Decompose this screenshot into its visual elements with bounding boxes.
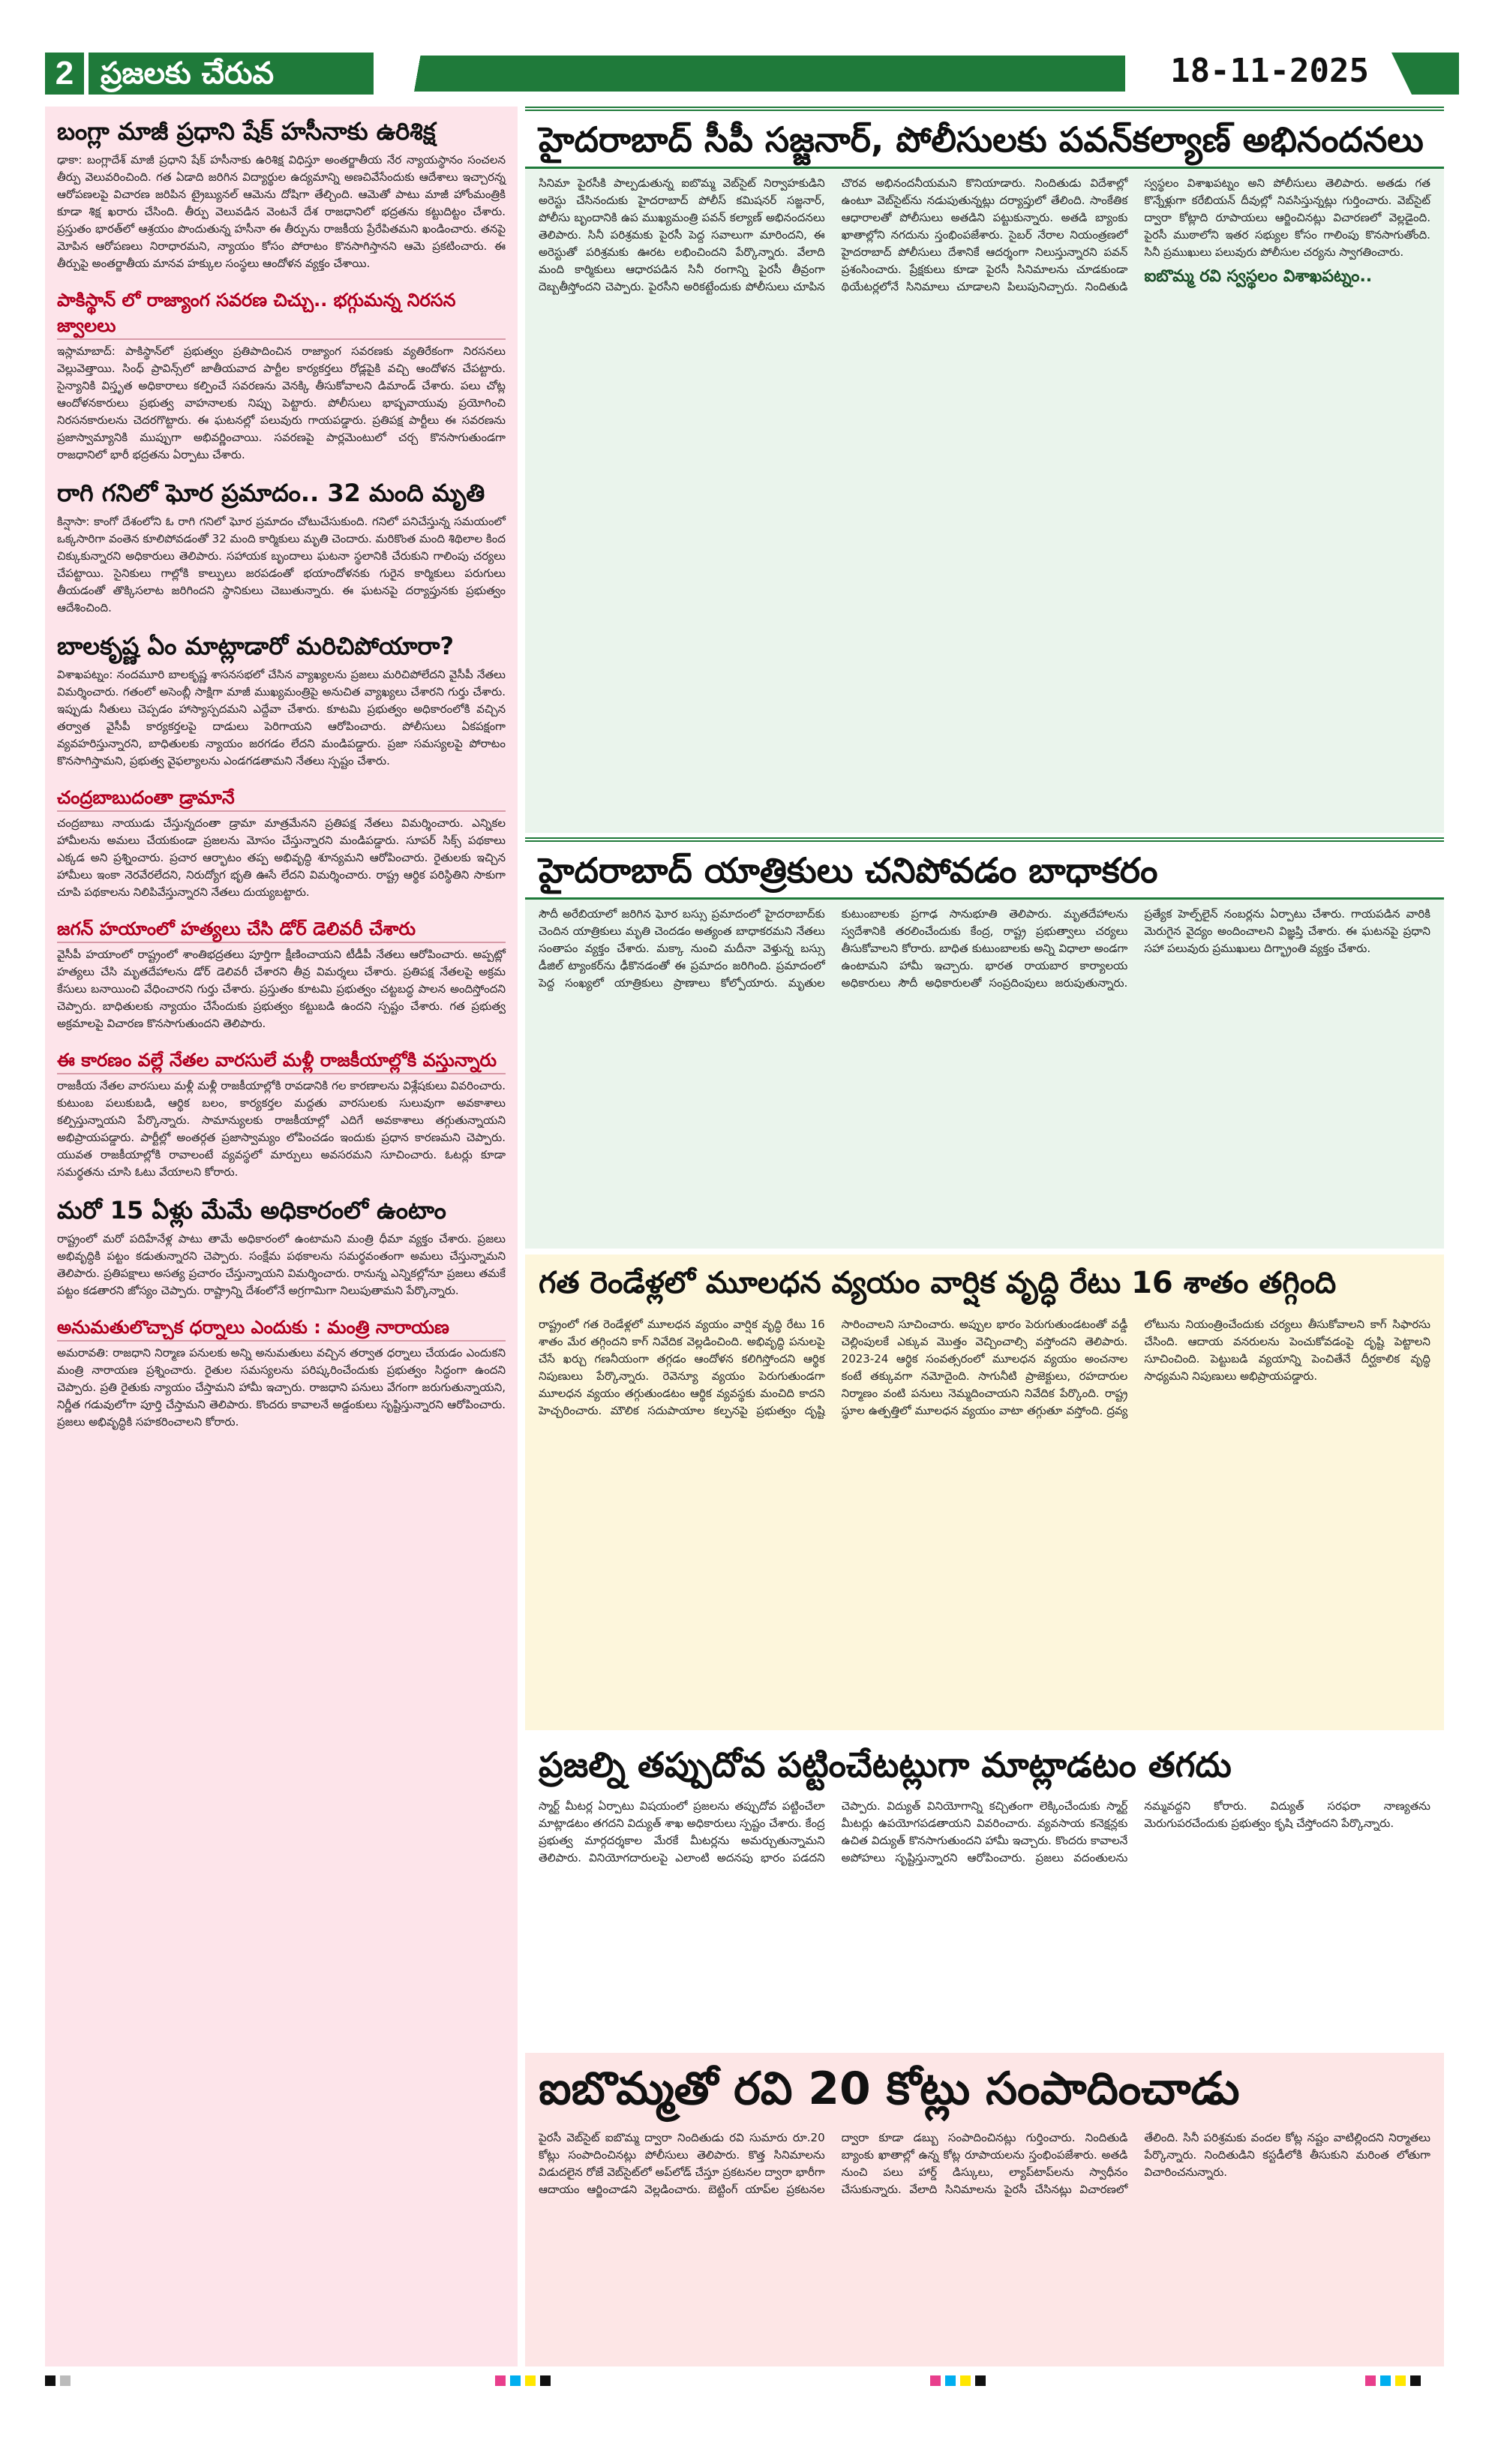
story-body: స్మార్ట్ మీటర్ల ఏర్పాటు విషయంలో ప్రజలను తప్పుదోవ పట్టించేలా మాట్లాడటం తగదని విద్యుత్ శాఖ అధికారులు స్పష్టం చేశారు. కేంద్ర ప్రభుత్వ మార్గదర్శకాల మేరకే మీటర్లను అమర్చుతున్నామని తెలిపారు. వినియోగదారులపై ఎలాంటి అదనపు భారం పడదని చెప్పారు. విద్యుత్ వినియోగాన్ని కచ్చితంగా లెక్కించేందుకు స్మార్ట్ మీటర్లు ఉపయోగపడతాయని వివరించారు. వ్యవసాయ కనెక్షన్లకు ఉచిత విద్యుత్ కొనసాగుతుందని హామీ ఇచ్చారు. కొందరు కావాలనే అపోహలు సృష్టిస్తున్నారని ఆరోపించారు. ప్రజలు వదంతులను నమ్మవద్దని కోరారు. విద్యుత్ సరఫరా నాణ్యతను మెరుగుపరచేందుకు ప్రభుత్వం కృషి చేస్తోందని పేర్కొన్నారు. bbox=[539, 1799, 1430, 1865]
story-columns bbox=[525, 2123, 1444, 2204]
registration-mark bbox=[945, 2375, 956, 2386]
story-headline: జగన్ హయాంలో హత్యలు చేసి డోర్ డెలివరీ చేశారు bbox=[57, 916, 506, 943]
story-headline: హైదరాబాద్ సీపీ సజ్జనార్, పోలీసులకు పవన్‌కల్యాణ్ అభినందనలు bbox=[539, 119, 1424, 160]
story-headline: చంద్రబాబుదంతా డ్రామానే bbox=[57, 785, 506, 812]
news-story bbox=[45, 1037, 518, 1185]
story-columns bbox=[525, 1310, 1444, 1426]
story-body: సౌదీ అరేబియాలో జరిగిన ఘోర బస్సు ప్రమాదంలో హైదరాబాద్‌కు చెందిన యాత్రికులు మృతి చెందడం అత్యంత బాధాకరమని నేతలు సంతాపం వ్యక్తం చేశారు. మక్కా నుంచి మదీనా వెళ్తున్న బస్సు డీజిల్ ట్యాంకర్‌ను ఢీకొనడంతో ఈ ప్రమాదం జరిగింది. ప్రమాదంలో పెద్ద సంఖ్యలో యాత్రికులు ప్రాణాలు కోల్పోయారు. మృతుల కుటుంబాలకు ప్రగాఢ సానుభూతి తెలిపారు. మృతదేహాలను స్వదేశానికి తరలించేందుకు కేంద్ర, రాష్ట్ర ప్రభుత్వాలు చర్యలు తీసుకోవాలని కోరారు. బాధిత కుటుంబాలకు అన్ని విధాలా అండగా ఉంటామని హామీ ఇచ్చారు. భారత రాయబార కార్యాలయ అధికారులు సౌదీ అధికారులతో సంప్రదింపులు జరుపుతున్నారు. ప్రత్యేక హెల్ప్‌లైన్ నంబర్లను ఏర్పాటు చేశారు. గాయపడిన వారికి మెరుగైన వైద్యం అందించాలని విజ్ఞప్తి చేశారు. ఈ ఘటనపై ప్రధాని సహా పలువురు ప్రముఖులు దిగ్భ్రాంతి వ్యక్తం చేశారు. bbox=[539, 907, 1430, 990]
story-columns bbox=[525, 1792, 1444, 1873]
story-headline: హైదరాబాద్ యాత్రికులు చనిపోవడం బాధాకరం bbox=[539, 850, 1158, 891]
registration-mark bbox=[1365, 2375, 1376, 2386]
masthead-stripe bbox=[375, 56, 1125, 92]
news-story bbox=[45, 107, 518, 277]
news-story bbox=[45, 468, 518, 621]
registration-mark bbox=[975, 2375, 986, 2386]
story-headline: రాగి గనిలో ఘోర ప్రమాదం.. 32 మంది మృతి bbox=[57, 479, 485, 507]
registration-mark bbox=[60, 2375, 71, 2386]
story-headline: ఐబొమ్మతో రవి 20 కోట్లు సంపాదించాడు bbox=[539, 2063, 1240, 2115]
page-number: 2 bbox=[45, 53, 84, 95]
registration-mark bbox=[495, 2375, 506, 2386]
registration-mark bbox=[1380, 2375, 1391, 2386]
headline-bar bbox=[525, 837, 1444, 900]
masthead bbox=[45, 47, 1459, 96]
registration-mark bbox=[930, 2375, 941, 2386]
registration-mark bbox=[540, 2375, 551, 2386]
story-headline: బంగ్లా మాజీ ప్రధాని షేక్ హసీనాకు ఉరిశిక్ష bbox=[57, 117, 436, 146]
story-body: విశాఖపట్నం: నందమూరి బాలకృష్ణ శాసనసభలో చేసిన వ్యాఖ్యలను ప్రజలు మరిచిపోలేదని వైసీపీ నేతలు విమర్శించారు. గతంలో అసెంబ్లీ సాక్షిగా మాజీ ముఖ్యమంత్రిపై అనుచిత వ్యాఖ్యలు చేశారని గుర్తు చేశారు. ఇప్పుడు నీతులు చెప్పడం హాస్యాస్పదమని ఎద్దేవా చేశారు. కూటమి ప్రభుత్వం అధికారంలోకి వచ్చిన తర్వాత వైసీపీ కార్యకర్తలపై దాడులు పెరిగాయని ఆరోపించారు. పోలీసులు ఏకపక్షంగా వ్యవహరిస్తున్నారని, బాధితులకు న్యాయం జరగడం లేదని మండిపడ్డారు. ప్రజా సమస్యలపై పోరాటం కొనసాగిస్తామని, ప్రభుత్వ వైఫల్యాలను ఎండగడతామని నేతలు స్పష్టం చేశారు. bbox=[57, 668, 506, 768]
news-story bbox=[45, 1304, 518, 1435]
news-panel-ibomma bbox=[525, 2053, 1444, 2366]
story-headline: మరో 15 ఏళ్లు మేమే అధికారంలో ఉంటాం bbox=[57, 1196, 446, 1224]
issue-date: 18-11-2025 bbox=[1170, 52, 1369, 90]
news-story bbox=[45, 277, 518, 468]
registration-mark bbox=[960, 2375, 971, 2386]
story-body: రాష్ట్రంలో గత రెండేళ్లలో మూలధన వ్యయం వార్షిక వృద్ధి రేటు 16 శాతం మేర తగ్గిందని కాగ్ నివేదిక వెల్లడించింది. అభివృద్ధి పనులపై చేసే ఖర్చు గణనీయంగా తగ్గడం ఆందోళన కలిగిస్తోందని ఆర్థిక నిపుణులు పేర్కొన్నారు. రెవెన్యూ వ్యయం పెరుగుతుండగా మూలధన వ్యయం తగ్గుతుండటం ఆర్థిక వ్యవస్థకు మంచిది కాదని హెచ్చరించారు. మౌలిక సదుపాయాల కల్పనపై ప్రభుత్వం దృష్టి సారించాలని సూచించారు. అప్పుల భారం పెరుగుతుండటంతో వడ్డీ చెల్లింపులకే ఎక్కువ మొత్తం వెచ్చించాల్సి వస్తోందని తెలిపారు. 2023-24 ఆర్థిక సంవత్సరంలో మూలధన వ్యయం అంచనాల కంటే తక్కువగా నమోదైంది. సాగునీటి ప్రాజెక్టులు, రహదారుల నిర్మాణం వంటి పనులు నెమ్మదించాయని నివేదిక పేర్కొంది. రాష్ట్ర స్థూల ఉత్పత్తిలో మూలధన వ్యయం వాటా తగ్గుతూ వస్తోంది. ద్రవ్య లోటును నియంత్రించేందుకు చర్యలు తీసుకోవాలని కాగ్ సిఫారసు చేసింది. ఆదాయ వనరులను పెంచుకోవడంపై దృష్టి పెట్టాలని సూచించింది. పెట్టుబడి వ్యయాన్ని పెంచితేనే దీర్ఘకాలిక వృద్ధి సాధ్యమని నిపుణులు అభిప్రాయపడ్డారు. bbox=[539, 1318, 1430, 1417]
registration-mark bbox=[510, 2375, 521, 2386]
date-flag bbox=[1391, 53, 1459, 95]
print-registration-strip bbox=[45, 2372, 1459, 2389]
story-body: అమరావతి: రాజధాని నిర్మాణ పనులకు అన్ని అనుమతులు వచ్చిన తర్వాత ధర్నాలు చేయడం ఎందుకని మంత్రి నారాయణ ప్రశ్నించారు. రైతుల సమస్యలను పరిష్కరించేందుకు ప్రభుత్వం సిద్ధంగా ఉందని చెప్పారు. ప్రతి రైతుకు న్యాయం చేస్తామని హామీ ఇచ్చారు. రాజధాని పనులు వేగంగా జరుగుతున్నాయని, నిర్ణీత గడువులోగా పూర్తి చేస్తామని తెలిపారు. కొందరు కావాలనే అడ్డంకులు సృష్టిస్తున్నారని ఆరోపించారు. ప్రజలు అభివృద్ధికి సహకరించాలని కోరారు. bbox=[57, 1346, 506, 1429]
story-body: రాజకీయ నేతల వారసులు మళ్లీ మళ్లీ రాజకీయాల్లోకి రావడానికి గల కారణాలను విశ్లేషకులు వివరించారు. కుటుంబ పలుకుబడి, ఆర్థిక బలం, కార్యకర్తల మద్దతు వారసులకు సులువుగా అవకాశాలు కల్పిస్తున్నాయని పేర్కొన్నారు. సామాన్యులకు రాజకీయాల్లో ఎదిగే అవకాశాలు తగ్గుతున్నాయని అభిప్రాయపడ్డారు. పార్టీల్లో అంతర్గత ప్రజాస్వామ్యం లోపించడం ఇందుకు ప్రధాన కారణమని చెప్పారు. యువత రాజకీయాల్లోకి రావాలంటే వ్యవస్థలో మార్పులు అవసరమని సూచించారు. ఓటర్లు కూడా సమర్థతను చూసి ఓటు వేయాలని కోరారు. bbox=[57, 1079, 506, 1179]
registration-mark bbox=[1395, 2375, 1406, 2386]
story-body: వైసీపీ హయాంలో రాష్ట్రంలో శాంతిభద్రతలు పూర్తిగా క్షీణించాయని టీడీపీ నేతలు ఆరోపించారు. అప్పట్లో హత్యలు చేసి మృతదేహాలను డోర్ డెలివరీ చేశారని తీవ్ర విమర్శలు చేశారు. ప్రతిపక్ష నేతలపై అక్రమ కేసులు బనాయించి వేధించారని గుర్తు చేశారు. ప్రస్తుతం కూటమి ప్రభుత్వం చట్టబద్ధ పాలన అందిస్తోందని చెప్పారు. బాధితులకు న్యాయం చేసేందుకు ప్రభుత్వం కట్టుబడి ఉందని స్పష్టం చేశారు. గత ప్రభుత్వ అక్రమాలపై విచారణ కొనసాగుతుందని తెలిపారు. bbox=[57, 948, 506, 1030]
registration-mark bbox=[45, 2375, 56, 2386]
story-headline: పాకిస్థాన్ లో రాజ్యాంగ సవరణ చిచ్చు.. భగ్గుమన్న నిరసన జ్వాలలు bbox=[57, 287, 506, 340]
registration-mark bbox=[525, 2375, 536, 2386]
news-story bbox=[45, 774, 518, 906]
news-panel-capex bbox=[525, 1255, 1444, 1730]
story-body: రాష్ట్రంలో మరో పదిహేనేళ్ల పాటు తామే అధికారంలో ఉంటామని మంత్రి ధీమా వ్యక్తం చేశారు. ప్రజలు అభివృద్ధికి పట్టం కడుతున్నారని చెప్పారు. సంక్షేమ పథకాలను సమర్థవంతంగా అమలు చేస్తున్నామని తెలిపారు. ప్రతిపక్షాలు అసత్య ప్రచారం చేస్తున్నాయని విమర్శించారు. రానున్న ఎన్నికల్లోనూ ప్రజలు తమకే పట్టం కడతారని జోస్యం చెప్పారు. రాష్ట్రాన్ని దేశంలోనే అగ్రగామిగా నిలుపుతామని పేర్కొన్నారు. bbox=[57, 1232, 506, 1297]
news-story bbox=[45, 621, 518, 774]
registration-mark bbox=[1410, 2375, 1421, 2386]
news-panel-misleading bbox=[525, 1736, 1444, 2045]
story-body: చంద్రబాబు నాయుడు చేస్తున్నదంతా డ్రామా మాత్రమేనని ప్రతిపక్ష నేతలు విమర్శించారు. ఎన్నికల హామీలను అమలు చేయకుండా ప్రజలను మోసం చేస్తున్నారని మండిపడ్డారు. సూపర్ సిక్స్ పథకాలు ఎక్కడ అని ప్రశ్నించారు. ప్రచార ఆర్భాటం తప్ప అభివృద్ధి శూన్యమని ఆరోపించారు. రైతులకు ఇచ్చిన హామీలు ఇంకా నెరవేరలేదని, నిరుద్యోగ భృతి ఊసే లేదని విమర్శించారు. రాష్ట్ర ఆర్థిక పరిస్థితిని సాకుగా చూపి పథకాలను నిలిపివేస్తున్నారని నేతలు దుయ్యబట్టారు. bbox=[57, 816, 506, 899]
story-subhead: ఐబొమ్మ రవి స్వస్థలం విశాఖపట్నం.. bbox=[1144, 267, 1373, 286]
newspaper-name: ప్రజలకు చేరువ bbox=[89, 53, 374, 95]
story-headline: ఈ కారణం వల్లే నేతల వారసులే మళ్లీ రాజకీయాల్లోకి వస్తున్నారు bbox=[57, 1047, 506, 1074]
story-body: సినిమా పైరసీకి పాల్పడుతున్న ఐబొమ్మ వెబ్‌సైట్ నిర్వాహకుడిని అరెస్టు చేసినందుకు హైదరాబాద్ పోలీస్ కమిషనర్ సజ్జనార్, పోలీసు బృందానికి ఉప ముఖ్యమంత్రి పవన్ కల్యాణ్ అభినందనలు తెలిపారు. సినీ పరిశ్రమకు పైరసీ పెద్ద సవాలుగా మారిందని, ఈ అరెస్టుతో పరిశ్రమకు ఊరట లభించిందని పేర్కొన్నారు. వేలాది మంది కార్మికులు ఆధారపడిన సినీ రంగాన్ని పైరసీ తీవ్రంగా దెబ్బతీస్తోందని చెప్పారు. పైరసీని అరికట్టేందుకు పోలీసులు చూపిన చొరవ అభినందనీయమని కొనియాడారు. నిందితుడు విదేశాల్లో ఉంటూ వెబ్‌సైట్‌ను నడుపుతున్నట్లు దర్యాప్తులో తేలింది. సాంకేతిక ఆధారాలతో పోలీసులు అతడిని పట్టుకున్నారు. అతడి బ్యాంకు ఖాతాల్లోని నగదును స్తంభింపజేశారు. సైబర్ నేరాల నియంత్రణలో హైదరాబాద్ పోలీసులు దేశానికే ఆదర్శంగా నిలుస్తున్నారని పవన్ ప్రశంసించారు. ప్రేక్షకులు కూడా పైరసీ సినిమాలను చూడకుండా థియేటర్లలోనే సినిమాలు చూడాలని పిలుపునిచ్చారు. నిందితుడి స్వస్థలం విశాఖపట్నం అని పోలీసులు తెలిపారు. అతడు గత కొన్నేళ్లుగా కరేబియన్ దీవుల్లో నివసిస్తున్నట్లు గుర్తించారు. వెబ్‌సైట్ ద్వారా కోట్లాది రూపాయలు ఆర్జించినట్లు విచారణలో వెల్లడైంది. పైరసీ ముఠాలోని ఇతర సభ్యుల కోసం గాలింపు కొనసాగుతోంది. సినీ ప్రముఖులు పలువురు పోలీసుల చర్యను స్వాగతించారు. bbox=[539, 176, 1430, 293]
story-body: ఢాకా: బంగ్లాదేశ్ మాజీ ప్రధాని షేక్ హసీనాకు ఉరిశిక్ష విధిస్తూ అంతర్జాతీయ నేర న్యాయస్థానం సంచలన తీర్పు వెలువరించింది. గత ఏడాది జరిగిన విద్యార్థుల ఉద్యమాన్ని అణచివేసేందుకు ఆదేశాలు ఇచ్చారన్న ఆరోపణలపై విచారణ జరిపిన ట్రైబ్యునల్ ఆమెను దోషిగా తేల్చింది. ఆమెతో పాటు మాజీ హోంమంత్రికి కూడా శిక్ష ఖరారు చేసింది. తీర్పు వెలువడిన వెంటనే దేశ రాజధానిలో భద్రతను కట్టుదిట్టం చేశారు. ప్రస్తుతం భారత్‌లో ఆశ్రయం పొందుతున్న హసీనా ఈ తీర్పును రాజకీయ ప్రేరేపితమని ఖండించారు. తనపై మోపిన ఆరోపణలు నిరాధారమని, న్యాయం కోసం పోరాటం కొనసాగిస్తానని ఆమె ప్రకటించారు. ఈ తీర్పుపై అంతర్జాతీయ మానవ హక్కుల సంస్థలు ఆందోళన వ్యక్తం చేశాయి. bbox=[57, 153, 506, 270]
story-body: కిన్షాసా: కాంగో దేశంలోని ఓ రాగి గనిలో ఘోర ప్రమాదం చోటుచేసుకుంది. గనిలో పనిచేస్తున్న సమయంలో ఒక్కసారిగా వంతెన కూలిపోవడంతో 32 మంది కార్మికులు మృతి చెందారు. మరికొంత మంది శిథిలాల కింద చిక్కుకున్నారని అధికారులు తెలిపారు. సహాయక బృందాలు ఘటనా స్థలానికి చేరుకుని గాలింపు చర్యలు చేపట్టాయి. సైనికులు గాల్లోకి కాల్పులు జరపడంతో భయాందోళనకు గురైన కార్మికులు పరుగులు తీయడంతో తొక్కిసలాట జరిగిందని స్థానికులు చెబుతున్నారు. ఈ ఘటనపై దర్యాప్తునకు ప్రభుత్వం ఆదేశించింది. bbox=[57, 515, 506, 614]
news-panel-pilgrims bbox=[525, 837, 1444, 1249]
story-headline: ప్రజల్ని తప్పుదోవ పట్టించేటట్లుగా మాట్లాడటం తగదు bbox=[539, 1744, 1232, 1785]
story-headline: అనుమతులొచ్చాక ధర్నాలు ఎందుకు : మంత్రి నారాయణ bbox=[57, 1315, 506, 1342]
story-headline: గత రెండేళ్లలో మూలధన వ్యయం వార్షిక వృద్ధి రేటు 16 శాతం తగ్గింది bbox=[539, 1266, 1337, 1300]
story-body: పైరసీ వెబ్‌సైట్ ఐబొమ్మ ద్వారా నిందితుడు రవి సుమారు రూ.20 కోట్లు సంపాదించినట్లు పోలీసులు తెలిపారు. కొత్త సినిమాలను విడుదలైన రోజే వెబ్‌సైట్‌లో అప్‌లోడ్ చేస్తూ ప్రకటనల ద్వారా భారీగా ఆదాయం ఆర్జించాడని వెల్లడించారు. బెట్టింగ్ యాప్‌ల ప్రకటనల ద్వారా కూడా డబ్బు సంపాదించినట్లు గుర్తించారు. నిందితుడి బ్యాంకు ఖాతాల్లో ఉన్న కోట్ల రూపాయలను స్తంభింపజేశారు. అతడి నుంచి పలు హార్డ్ డిస్కులు, ల్యాప్‌టాప్‌లను స్వాధీనం చేసుకున్నారు. వేలాది సినిమాలను పైరసీ చేసినట్లు విచారణలో తేలింది. సినీ పరిశ్రమకు వందల కోట్ల నష్టం వాటిల్లిందని నిర్మాతలు పేర్కొన్నారు. నిందితుడిని కస్టడీలోకి తీసుకుని మరింత లోతుగా విచారించనున్నారు. bbox=[539, 2131, 1430, 2196]
news-story bbox=[45, 1185, 518, 1304]
left-news-column bbox=[45, 107, 518, 2366]
news-story bbox=[45, 906, 518, 1037]
headline-bar bbox=[525, 107, 1444, 169]
story-columns bbox=[525, 900, 1444, 998]
story-headline: బాలకృష్ణ ఏం మాట్లాడారో మరిచిపోయారా? bbox=[57, 632, 455, 660]
story-body: ఇస్లామాబాద్: పాకిస్థాన్‌లో ప్రభుత్వం ప్రతిపాదించిన రాజ్యాంగ సవరణకు వ్యతిరేకంగా నిరసనలు వెల్లువెత్తాయి. సింధ్ ప్రావిన్స్‌లో జాతీయవాద పార్టీల కార్యకర్తలు రోడ్లపైకి వచ్చి ఆందోళన చేపట్టారు. సైన్యానికి విస్తృత అధికారాలు కల్పించే సవరణను వెనక్కి తీసుకోవాలని డిమాండ్ చేశారు. పలు చోట్ల ఆందోళనకారులు ప్రభుత్వ వాహనాలకు నిప్పు పెట్టారు. పోలీసులు భాష్పవాయువు ప్రయోగించి నిరసనకారులను చెదరగొట్టారు. ఈ ఘటనల్లో పలువురు గాయపడ్డారు. ప్రతిపక్ష పార్టీలు ఈ సవరణను ప్రజాస్వామ్యానికి ముప్పుగా అభివర్ణించాయి. సవరణపై పార్లమెంటులో చర్చ కొనసాగుతుండగా రాజధానిలో భారీ భద్రతను ఏర్పాటు చేశారు. bbox=[57, 344, 506, 461]
story-columns bbox=[525, 169, 1444, 302]
news-panel-sajjanar bbox=[525, 107, 1444, 833]
